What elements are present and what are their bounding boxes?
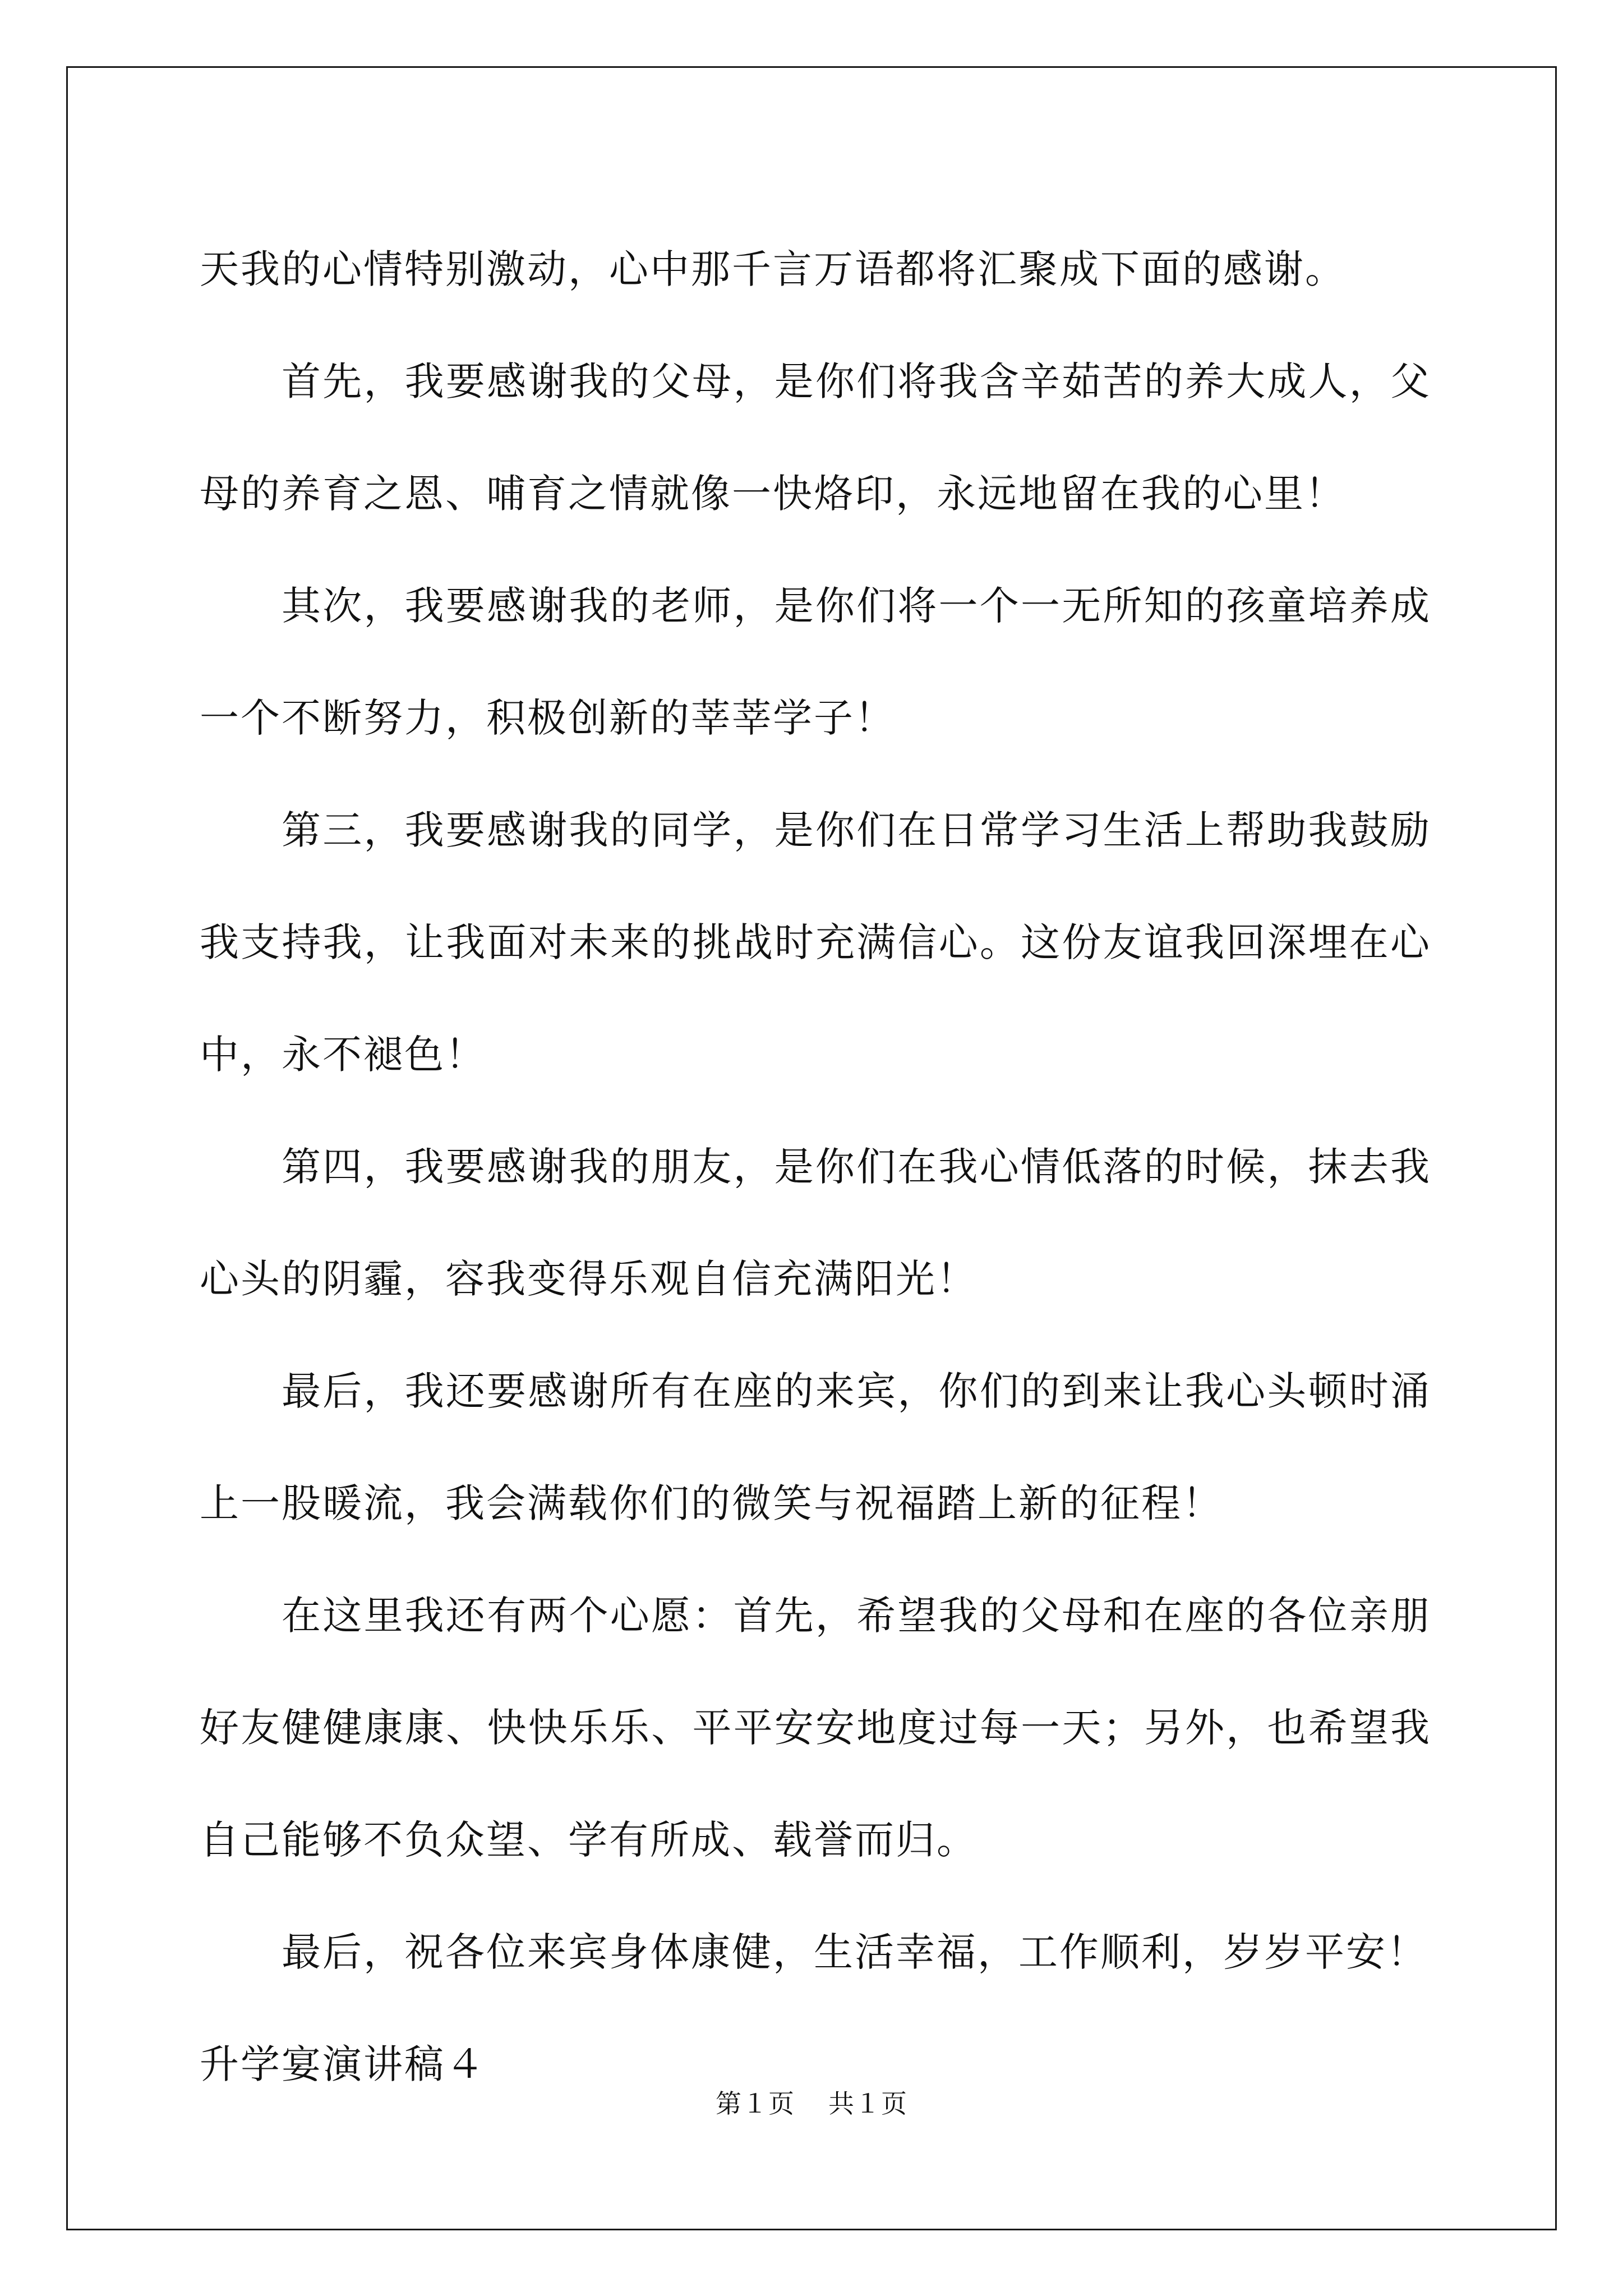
paragraph-thanks-classmates: 第三，我要感谢我的同学，是你们在日常学习生活上帮助我鼓励我支持我，让我面对未来的挑战时充满信心。这份友谊我回深埋在心中，永不褪色！ xyxy=(200,807,1431,1078)
paragraph-thanks-friends: 第四，我要感谢我的朋友，是你们在我心情低落的时候，抹去我心头的阴霾，容我变得乐观自信充满阳光！ xyxy=(200,1144,1431,1302)
paragraph-closing: 最后，祝各位来宾身体康健，生活幸福，工作顺利，岁岁平安！ xyxy=(282,1929,1428,1975)
document-body xyxy=(200,213,1431,2120)
page-number: 第１页 xyxy=(716,2088,795,2119)
paragraph-wishes: 在这里我还有两个心愿：首先，希望我的父母和在座的各位亲朋好友健健康康、快快乐乐、平平安安地度过每一天；另外，也希望我自己能够不负众望、学有所成、载誉而归。 xyxy=(200,1593,1431,1863)
paragraph-thanks-guests: 最后，我还要感谢所有在座的来宾，你们的到来让我心头顿时涌上一股暖流，我会满载你们的微笑与祝福踏上新的征程！ xyxy=(200,1368,1431,1526)
page-footer xyxy=(0,2087,1623,2120)
paragraph-continuation: 天我的心情特别激动，心中那千言万语都将汇聚成下面的感谢。 xyxy=(200,246,1346,292)
paragraph-thanks-teachers: 其次，我要感谢我的老师，是你们将一个一无所知的孩童培养成一个不断努力，积极创新的莘莘学子！ xyxy=(200,583,1431,741)
page-total: 共１页 xyxy=(828,2088,907,2119)
paragraph-thanks-parents: 首先，我要感谢我的父母，是你们将我含辛茹苦的养大成人，父母的养育之恩、哺育之情就像一快烙印，永远地留在我的心里！ xyxy=(200,358,1431,517)
section-heading: 升学宴演讲稿４ xyxy=(200,2041,486,2087)
